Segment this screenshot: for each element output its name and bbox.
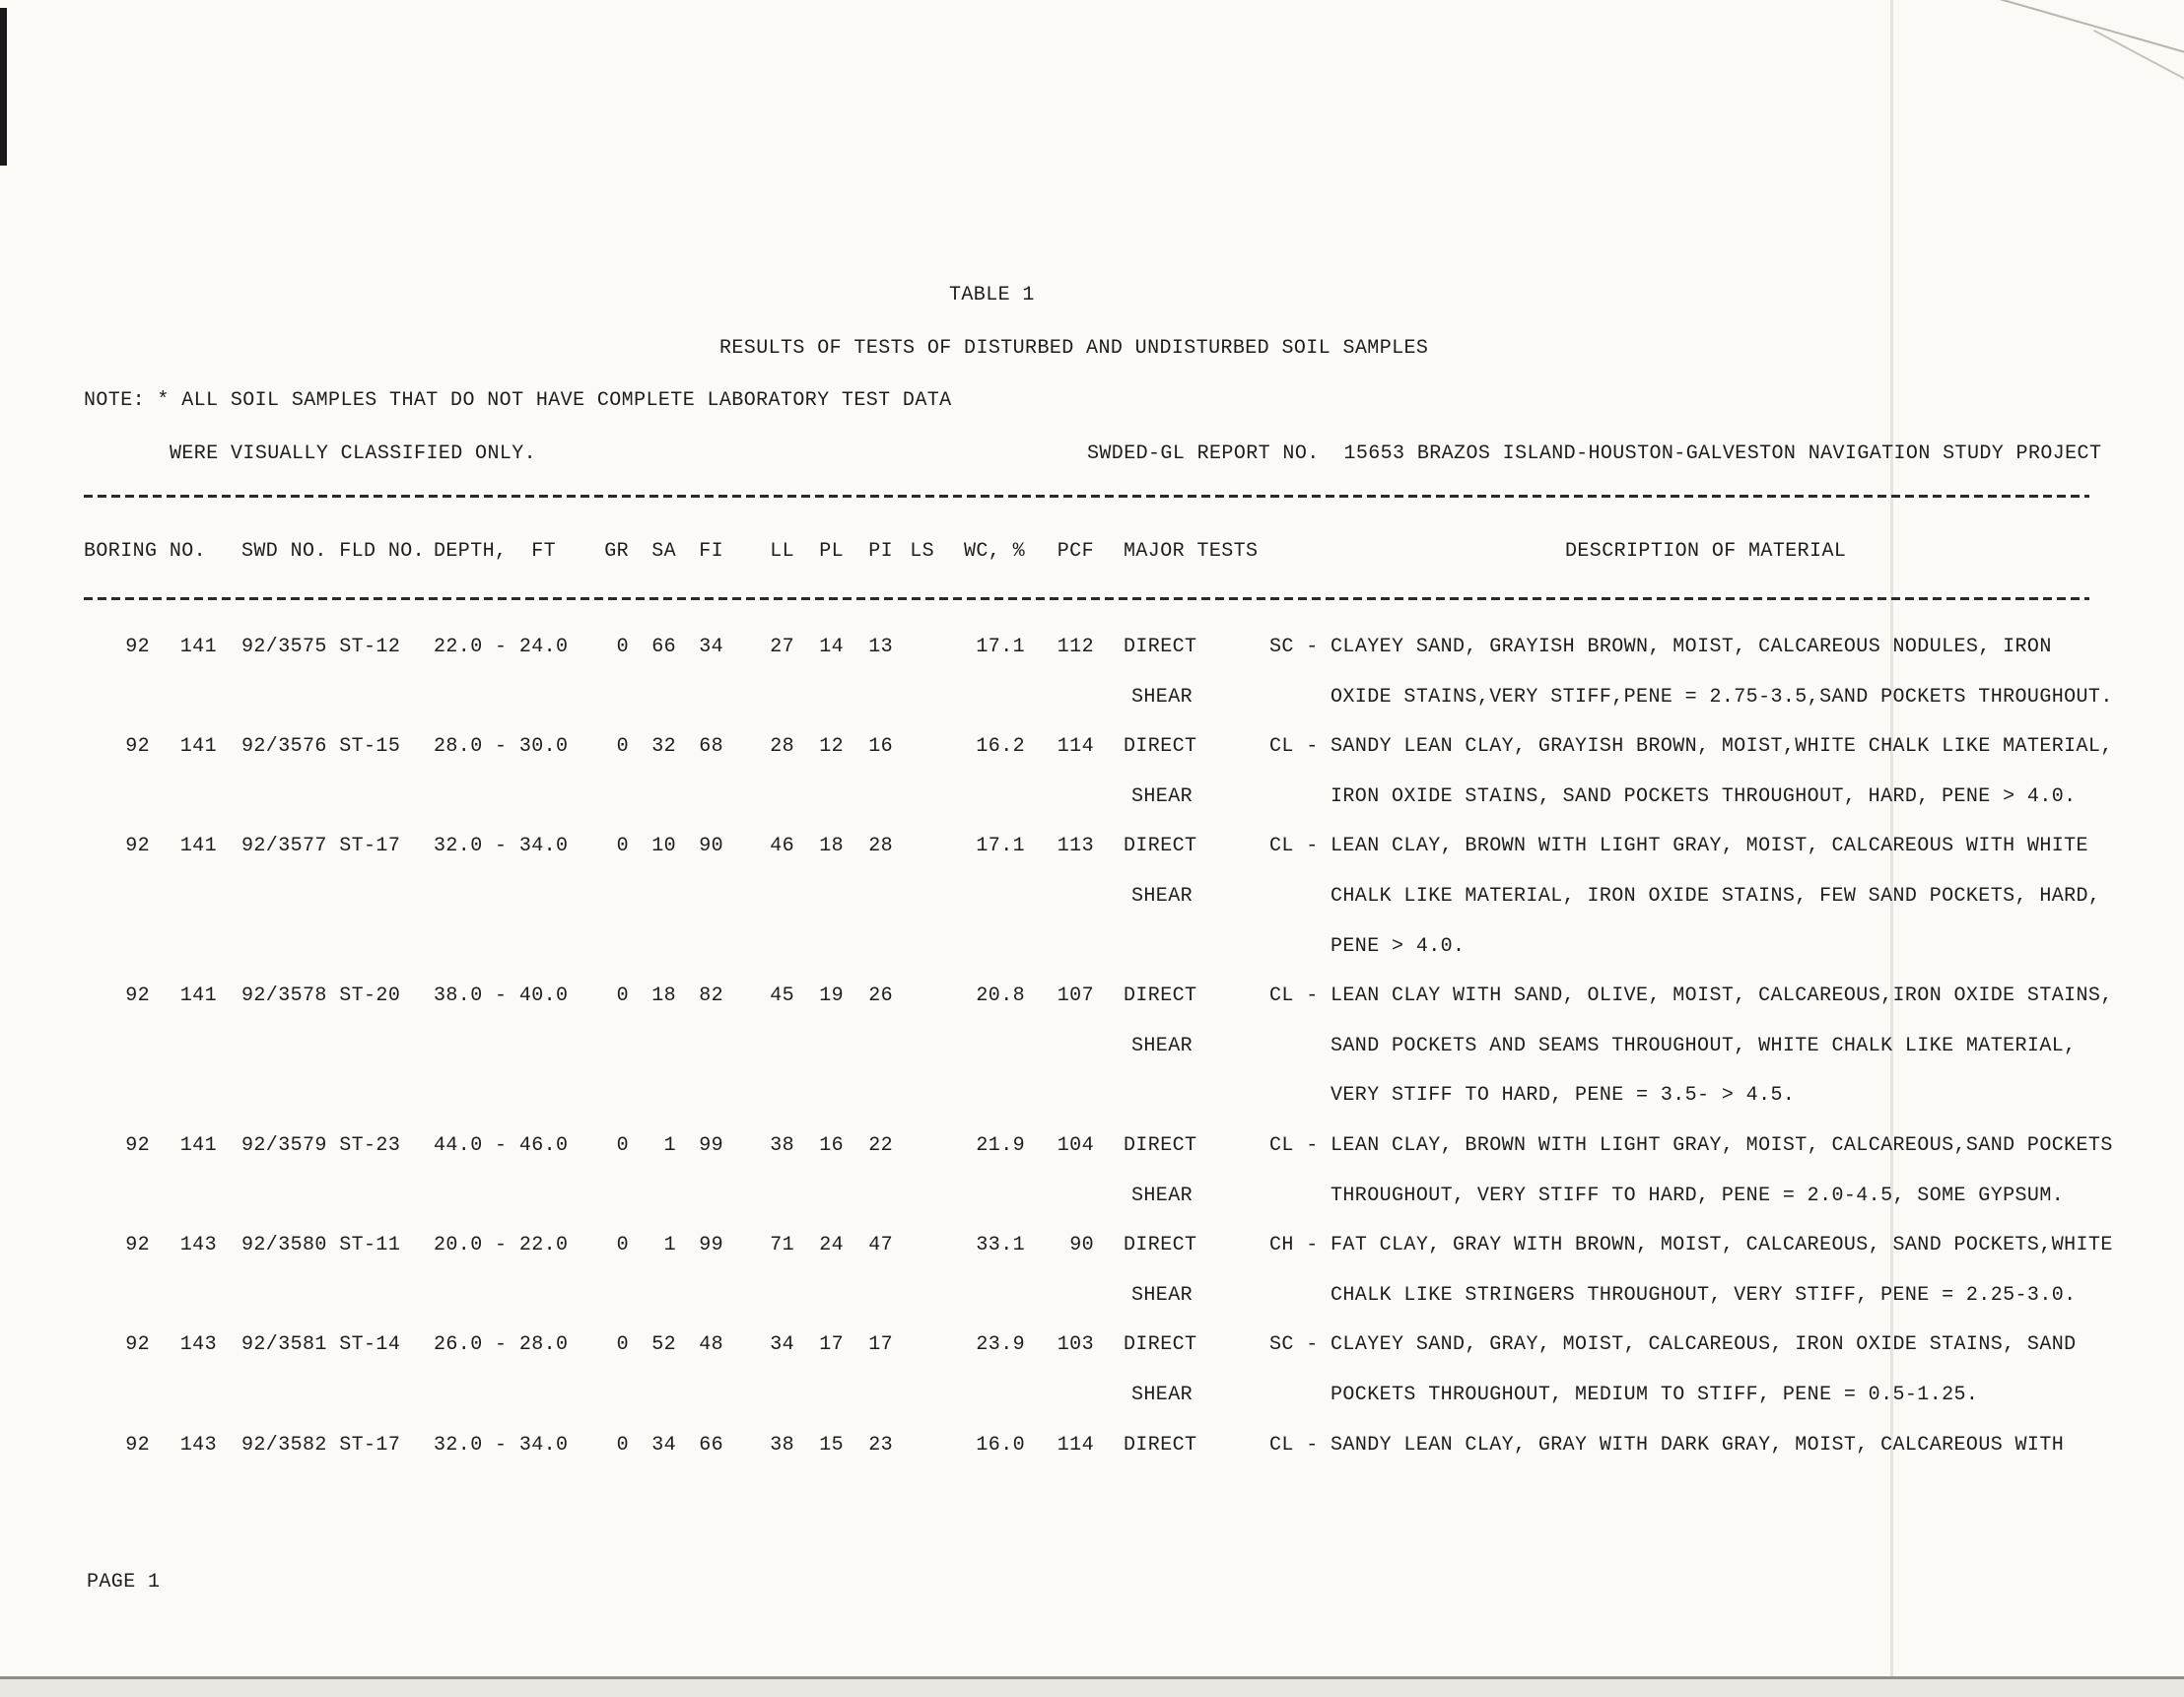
cell-boring_1: 92 — [125, 1234, 150, 1257]
cell-major-tests: DIRECT — [1124, 735, 1197, 759]
cell-pl: 14 — [819, 636, 844, 658]
cell-major-tests: DIRECT — [1124, 1333, 1197, 1357]
cell-major-tests: DIRECT — [1124, 1134, 1197, 1157]
cell-swd_fld: 92/3581 ST-14 — [241, 1333, 401, 1357]
cell-major-tests: DIRECT — [1124, 984, 1197, 1008]
cell-sa: 34 — [651, 1433, 676, 1457]
header-ll: LL — [770, 540, 794, 563]
cell-major-tests: DIRECT — [1124, 1433, 1197, 1457]
dashed-separator — [84, 597, 2089, 600]
description-line: IRON OXIDE STAINS, SAND POCKETS THROUGHOUT, HARD, PENE > 4.0. — [1331, 784, 2077, 808]
cell-sa: 1 — [663, 1234, 676, 1257]
header-sa: SA — [651, 540, 676, 563]
cell-boring_1: 92 — [125, 1333, 150, 1357]
report-number-line: SWDED-GL REPORT NO. 15653 BRAZOS ISLAND-HOUSTON-GALVESTON NAVIGATION STUDY PROJECT — [1087, 442, 2102, 465]
cell-wc: 20.8 — [976, 984, 1025, 1008]
description-line: CL - SANDY LEAN CLAY, GRAY WITH DARK GRAY, MOIST, CALCAREOUS WITH — [1269, 1433, 2065, 1457]
cell-depth: 38.0 - 40.0 — [434, 984, 569, 1008]
cell-wc: 16.0 — [976, 1433, 1025, 1457]
cell-wc: 17.1 — [976, 835, 1025, 858]
cell-swd_fld: 92/3576 ST-15 — [241, 735, 401, 759]
description-line: THROUGHOUT, VERY STIFF TO HARD, PENE = 2.0-4.5, SOME GYPSUM. — [1331, 1184, 2065, 1207]
cell-boring_1: 92 — [125, 735, 150, 759]
cell-pi: 28 — [868, 835, 893, 858]
description-line: CHALK LIKE MATERIAL, IRON OXIDE STAINS, FEW SAND POCKETS, HARD, — [1331, 885, 2101, 908]
cell-ll: 27 — [770, 636, 794, 658]
cell-swd_fld: 92/3578 ST-20 — [241, 984, 401, 1008]
cell-fi: 82 — [699, 984, 723, 1008]
cell-wc: 17.1 — [976, 636, 1025, 658]
cell-major-tests: DIRECT — [1124, 1234, 1197, 1257]
cell-major-tests: SHEAR — [1131, 1283, 1194, 1307]
cell-pl: 24 — [819, 1234, 844, 1257]
cell-boring_2: 141 — [179, 735, 217, 759]
cell-major-tests: SHEAR — [1131, 885, 1194, 908]
cell-pi: 47 — [868, 1234, 893, 1257]
description-line: SC - CLAYEY SAND, GRAY, MOIST, CALCAREOUS, IRON OXIDE STAINS, SAND — [1269, 1333, 2077, 1357]
cell-fi: 66 — [699, 1433, 723, 1457]
cell-ll: 71 — [770, 1234, 794, 1257]
description-line: CHALK LIKE STRINGERS THROUGHOUT, VERY STIFF, PENE = 2.25-3.0. — [1331, 1283, 2077, 1307]
cell-wc: 23.9 — [976, 1333, 1025, 1357]
cell-sa: 18 — [651, 984, 676, 1008]
cell-ll: 38 — [770, 1433, 794, 1457]
cell-major-tests: SHEAR — [1131, 1384, 1194, 1406]
cell-fi: 99 — [699, 1234, 723, 1257]
cell-pi: 26 — [868, 984, 893, 1008]
cell-major-tests: DIRECT — [1124, 835, 1197, 858]
cell-pcf: 104 — [1057, 1134, 1094, 1157]
cell-wc: 33.1 — [976, 1234, 1025, 1257]
cell-pl: 15 — [819, 1433, 844, 1457]
note-line-2: WERE VISUALLY CLASSIFIED ONLY. — [170, 442, 537, 465]
cell-pcf: 107 — [1057, 984, 1094, 1008]
cell-pi: 16 — [868, 735, 893, 759]
header-pcf: PCF — [1057, 540, 1094, 563]
cell-depth: 20.0 - 22.0 — [434, 1234, 569, 1257]
description-line: POCKETS THROUGHOUT, MEDIUM TO STIFF, PENE = 0.5-1.25. — [1331, 1384, 1979, 1406]
cell-pl: 19 — [819, 984, 844, 1008]
description-line: CH - FAT CLAY, GRAY WITH BROWN, MOIST, CALCAREOUS, SAND POCKETS,WHITE — [1269, 1234, 2113, 1257]
scan-bottom-shadow — [0, 1679, 2184, 1697]
cell-swd_fld: 92/3580 ST-11 — [241, 1234, 401, 1257]
cell-boring_1: 92 — [125, 636, 150, 658]
cell-gr: 0 — [616, 1433, 629, 1457]
cell-pcf: 90 — [1069, 1234, 1094, 1257]
cell-wc: 21.9 — [976, 1134, 1025, 1157]
cell-depth: 28.0 - 30.0 — [434, 735, 569, 759]
cell-gr: 0 — [616, 1234, 629, 1257]
cell-depth: 44.0 - 46.0 — [434, 1134, 569, 1157]
cell-fi: 68 — [699, 735, 723, 759]
cell-pl: 12 — [819, 735, 844, 759]
page-title: TABLE 1 — [949, 284, 1035, 306]
cell-pcf: 114 — [1057, 735, 1094, 759]
cell-major-tests: SHEAR — [1131, 685, 1194, 709]
cell-gr: 0 — [616, 1134, 629, 1157]
header-gr: GR — [604, 540, 629, 563]
cell-swd_fld: 92/3579 ST-23 — [241, 1134, 401, 1157]
scan-edge-artifact — [0, 8, 7, 166]
cell-pcf: 113 — [1057, 835, 1094, 858]
description-line: SC - CLAYEY SAND, GRAYISH BROWN, MOIST, CALCAREOUS NODULES, IRON — [1269, 636, 2052, 658]
header-boring-no: BORING NO. — [84, 540, 207, 563]
header-pi: PI — [868, 540, 893, 563]
cell-boring_1: 92 — [125, 1433, 150, 1457]
cell-major-tests: SHEAR — [1131, 1034, 1194, 1057]
cell-gr: 0 — [616, 735, 629, 759]
cell-major-tests: SHEAR — [1131, 1184, 1194, 1207]
cell-sa: 32 — [651, 735, 676, 759]
header-pl: PL — [819, 540, 844, 563]
cell-gr: 0 — [616, 835, 629, 858]
cell-fi: 90 — [699, 835, 723, 858]
description-line: OXIDE STAINS,VERY STIFF,PENE = 2.75-3.5,SAND POCKETS THROUGHOUT. — [1331, 685, 2113, 709]
page-footer: PAGE 1 — [87, 1571, 161, 1594]
cell-sa: 66 — [651, 636, 676, 658]
cell-pcf: 112 — [1057, 636, 1094, 658]
cell-boring_1: 92 — [125, 835, 150, 858]
cell-depth: 32.0 - 34.0 — [434, 1433, 569, 1457]
note-line-1: NOTE: * ALL SOIL SAMPLES THAT DO NOT HAVE COMPLETE LABORATORY TEST DATA — [84, 389, 952, 412]
cell-boring_2: 141 — [179, 984, 217, 1008]
description-line: VERY STIFF TO HARD, PENE = 3.5- > 4.5. — [1331, 1084, 1796, 1108]
cell-pi: 23 — [868, 1433, 893, 1457]
description-line: CL - LEAN CLAY, BROWN WITH LIGHT GRAY, MOIST, CALCAREOUS WITH WHITE — [1269, 835, 2088, 858]
header-fi: FI — [699, 540, 723, 563]
cell-fi: 99 — [699, 1134, 723, 1157]
description-line: CL - LEAN CLAY, BROWN WITH LIGHT GRAY, MOIST, CALCAREOUS,SAND POCKETS — [1269, 1134, 2113, 1157]
cell-ll: 45 — [770, 984, 794, 1008]
cell-swd_fld: 92/3582 ST-17 — [241, 1433, 401, 1457]
cell-sa: 10 — [651, 835, 676, 858]
cell-depth: 26.0 - 28.0 — [434, 1333, 569, 1357]
cell-pcf: 103 — [1057, 1333, 1094, 1357]
dashed-separator — [84, 495, 2089, 498]
cell-pi: 17 — [868, 1333, 893, 1357]
description-line: PENE > 4.0. — [1331, 934, 1466, 958]
cell-fi: 48 — [699, 1333, 723, 1357]
cell-ll: 38 — [770, 1134, 794, 1157]
cell-depth: 22.0 - 24.0 — [434, 636, 569, 658]
cell-gr: 0 — [616, 636, 629, 658]
cell-pi: 13 — [868, 636, 893, 658]
cell-ll: 28 — [770, 735, 794, 759]
header-major-tests: MAJOR TESTS — [1124, 540, 1259, 563]
header-swd-fld-no: SWD NO. FLD NO. — [241, 540, 426, 563]
cell-pl: 18 — [819, 835, 844, 858]
cell-swd_fld: 92/3575 ST-12 — [241, 636, 401, 658]
page-subtitle: RESULTS OF TESTS OF DISTURBED AND UNDISTURBED SOIL SAMPLES — [719, 337, 1429, 360]
cell-boring_2: 141 — [179, 835, 217, 858]
cell-ll: 46 — [770, 835, 794, 858]
cell-sa: 52 — [651, 1333, 676, 1357]
cell-pl: 16 — [819, 1134, 844, 1157]
cell-boring_2: 143 — [179, 1433, 217, 1457]
cell-wc: 16.2 — [976, 735, 1025, 759]
header-description: DESCRIPTION OF MATERIAL — [1565, 540, 1847, 563]
cell-boring_2: 141 — [179, 1134, 217, 1157]
cell-boring_2: 143 — [179, 1234, 217, 1257]
scan-corner-fold-mark — [1985, 0, 2184, 67]
cell-depth: 32.0 - 34.0 — [434, 835, 569, 858]
header-ls: LS — [910, 540, 934, 563]
cell-fi: 34 — [699, 636, 723, 658]
header-wc-percent: WC, % — [963, 540, 1025, 563]
cell-boring_1: 92 — [125, 1134, 150, 1157]
cell-boring_2: 143 — [179, 1333, 217, 1357]
cell-boring_1: 92 — [125, 984, 150, 1008]
cell-ll: 34 — [770, 1333, 794, 1357]
cell-sa: 1 — [663, 1134, 676, 1157]
description-line: SAND POCKETS AND SEAMS THROUGHOUT, WHITE CHALK LIKE MATERIAL, — [1331, 1034, 2077, 1057]
cell-major-tests: SHEAR — [1131, 784, 1194, 808]
cell-pi: 22 — [868, 1134, 893, 1157]
description-line: CL - SANDY LEAN CLAY, GRAYISH BROWN, MOIST,WHITE CHALK LIKE MATERIAL, — [1269, 735, 2113, 759]
cell-swd_fld: 92/3577 ST-17 — [241, 835, 401, 858]
cell-pl: 17 — [819, 1333, 844, 1357]
cell-major-tests: DIRECT — [1124, 636, 1197, 658]
cell-gr: 0 — [616, 984, 629, 1008]
cell-boring_2: 141 — [179, 636, 217, 658]
header-depth-ft: DEPTH, FT — [434, 540, 557, 563]
description-line: CL - LEAN CLAY WITH SAND, OLIVE, MOIST, CALCAREOUS,IRON OXIDE STAINS, — [1269, 984, 2113, 1008]
cell-pcf: 114 — [1057, 1433, 1094, 1457]
cell-gr: 0 — [616, 1333, 629, 1357]
